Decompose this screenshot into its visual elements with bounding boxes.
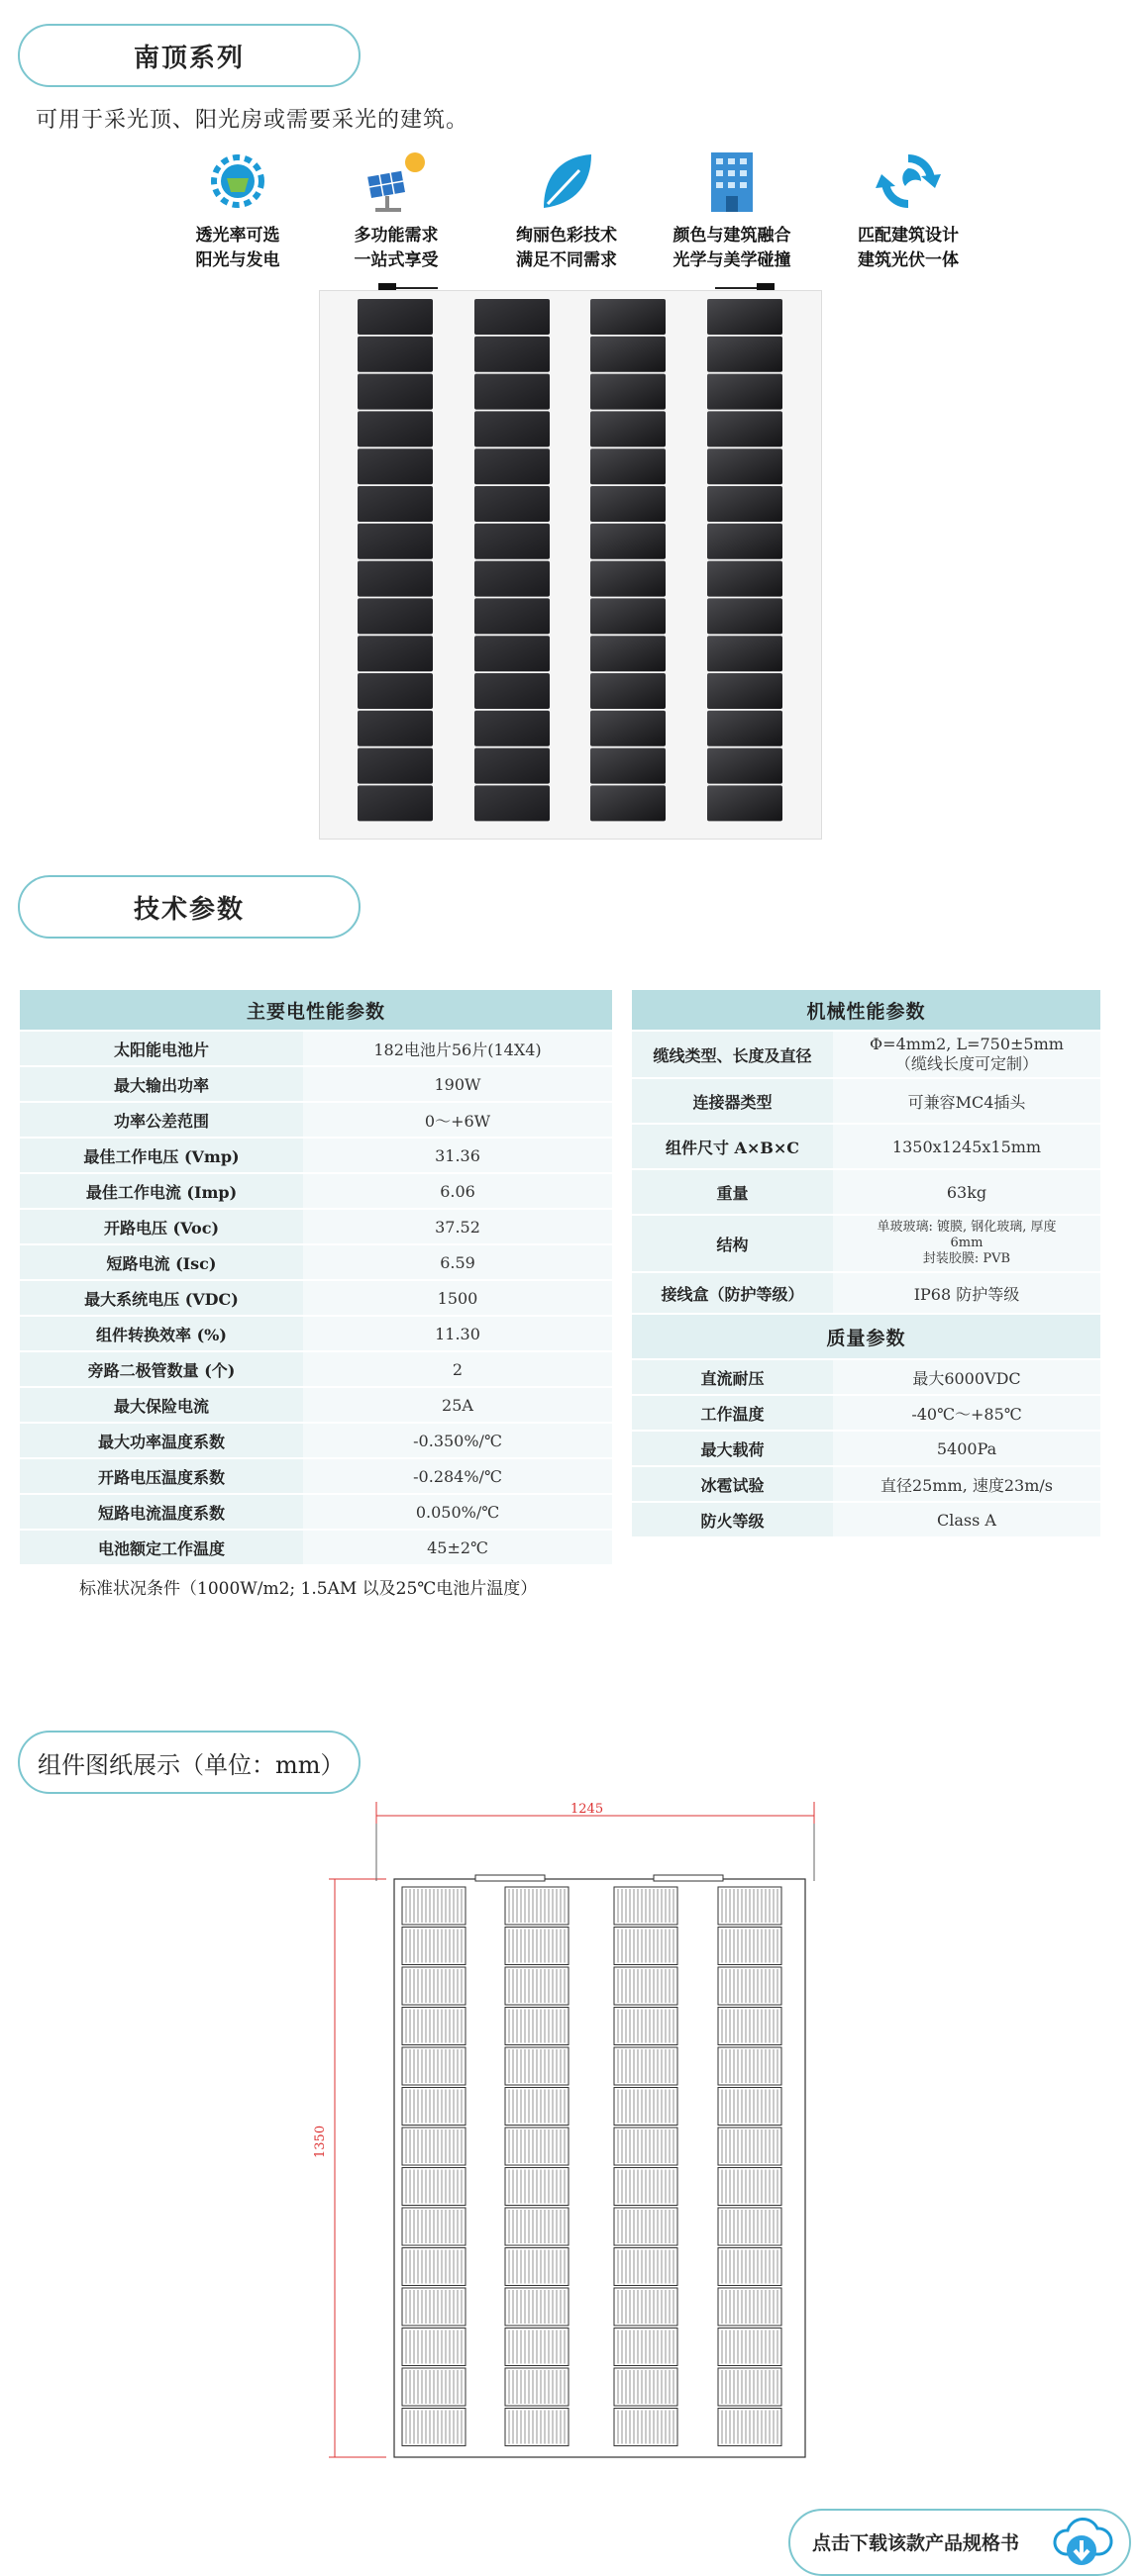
param-key: 开路电压温度系数 xyxy=(20,1458,303,1494)
structure-value: 6mm xyxy=(950,1236,984,1250)
solar-cell xyxy=(707,673,782,709)
cable-value: （缆线长度可定制） xyxy=(894,1054,1038,1073)
table-row xyxy=(20,1209,612,1244)
solar-cell xyxy=(590,299,666,335)
recycle-icon xyxy=(876,149,941,214)
structure-key: 结构 xyxy=(632,1215,833,1272)
solar-cell xyxy=(590,711,666,746)
table-row xyxy=(20,1423,612,1458)
mechanical-title: 机械性能参数 xyxy=(632,990,1100,1031)
table-row xyxy=(20,1102,612,1138)
param-value: 63kg xyxy=(833,1169,1100,1215)
mechanical-table xyxy=(632,990,1100,1538)
download-cloud-icon xyxy=(1050,2515,1113,2572)
solar-cell xyxy=(474,299,550,335)
table-row xyxy=(20,1387,612,1423)
solar-cell xyxy=(358,411,433,446)
cable-key: 缆线类型、长度及直径 xyxy=(632,1031,833,1078)
solar-cell xyxy=(358,561,433,597)
param-key: 工作温度 xyxy=(632,1395,833,1431)
solar-cell xyxy=(358,524,433,559)
param-key: 最大功率温度系数 xyxy=(20,1423,303,1458)
quality-title: 质量参数 xyxy=(632,1314,1100,1359)
param-value: 1500 xyxy=(303,1280,612,1316)
table-row xyxy=(20,1316,612,1351)
param-value: 11.30 xyxy=(303,1316,612,1351)
solar-cell xyxy=(474,486,550,522)
solar-cell xyxy=(358,748,433,784)
solar-cell xyxy=(707,374,782,410)
solar-cell xyxy=(590,561,666,597)
solar-panel-image xyxy=(319,290,822,840)
solar-cell xyxy=(474,711,550,746)
solar-cell xyxy=(707,411,782,446)
table-row xyxy=(20,1138,612,1173)
param-key: 直流耐压 xyxy=(632,1359,833,1395)
feature-item xyxy=(327,149,466,273)
drawing-height-label: 1350 xyxy=(313,2125,328,2158)
solar-cell xyxy=(474,337,550,372)
param-key: 防火等级 xyxy=(632,1502,833,1537)
feature-item xyxy=(497,149,636,273)
param-value: 1350x1245x15mm xyxy=(833,1124,1100,1169)
solar-cell xyxy=(590,486,666,522)
param-value: 可兼容MC4插头 xyxy=(833,1078,1100,1124)
param-value: 6.59 xyxy=(303,1244,612,1280)
solar-cell xyxy=(474,673,550,709)
param-key: 最大载荷 xyxy=(632,1431,833,1466)
solar-cell xyxy=(707,337,782,372)
section-title-drawing: 组件图纸展示（单位：mm） xyxy=(18,1731,361,1794)
structure-value: 单玻玻璃: 镀膜, 钢化玻璃, 厚度 xyxy=(877,1220,1057,1235)
param-value: 0～+6W xyxy=(303,1102,612,1138)
solar-cell xyxy=(707,785,782,821)
intro-text: 可用于采光顶、阳光房或需要采光的建筑。 xyxy=(36,108,469,133)
solar-cell xyxy=(707,299,782,335)
solar-array-icon xyxy=(362,149,431,214)
param-value: -40℃～+85℃ xyxy=(833,1395,1100,1431)
solar-cell xyxy=(474,598,550,634)
param-key: 连接器类型 xyxy=(632,1078,833,1124)
sun-basket-icon xyxy=(205,149,270,214)
param-key: 旁路二极管数量 (个) xyxy=(20,1351,303,1387)
param-key: 组件转换效率 (%) xyxy=(20,1316,303,1351)
param-key: 短路电流温度系数 xyxy=(20,1494,303,1530)
feature-line: 光学与美学碰撞 xyxy=(673,250,791,270)
param-key: 冰雹试验 xyxy=(632,1466,833,1502)
electrical-title: 主要电性能参数 xyxy=(20,990,612,1031)
solar-cell xyxy=(707,748,782,784)
solar-cell xyxy=(474,411,550,446)
param-key: 最佳工作电压 (Vmp) xyxy=(20,1138,303,1173)
table-row xyxy=(632,1431,1100,1466)
solar-cell xyxy=(590,636,666,671)
feature-line: 透光率可选 xyxy=(195,226,280,246)
param-value: -0.350%/℃ xyxy=(303,1423,612,1458)
param-key: 最大输出功率 xyxy=(20,1066,303,1102)
feature-line: 阳光与发电 xyxy=(195,250,280,270)
solar-cell xyxy=(358,636,433,671)
param-value: 最大6000VDC xyxy=(833,1359,1100,1395)
table-row xyxy=(632,1502,1100,1537)
structure-value: 封装胶膜: PVB xyxy=(922,1251,1011,1266)
solar-cell xyxy=(358,374,433,410)
param-key: 短路电流 (Isc) xyxy=(20,1244,303,1280)
solar-cell xyxy=(358,337,433,372)
solar-cell xyxy=(707,598,782,634)
solar-cell xyxy=(707,636,782,671)
solar-cell xyxy=(590,374,666,410)
solar-cell xyxy=(707,711,782,746)
junction-key: 接线盒（防护等级） xyxy=(632,1272,833,1314)
solar-cell xyxy=(474,374,550,410)
feature-item xyxy=(839,149,978,273)
section-title-series: 南顶系列 xyxy=(18,24,361,87)
drawing-width-label: 1245 xyxy=(570,1802,604,1817)
solar-cell xyxy=(590,411,666,446)
param-key: 太阳能电池片 xyxy=(20,1031,303,1066)
param-value: 182电池片56片(14X4) xyxy=(303,1031,612,1066)
section-title-specs: 技术参数 xyxy=(18,875,361,939)
solar-cell xyxy=(474,561,550,597)
table-row xyxy=(632,1359,1100,1395)
solar-cell xyxy=(474,785,550,821)
param-key: 最佳工作电流 (Imp) xyxy=(20,1173,303,1209)
solar-cell xyxy=(358,598,433,634)
solar-cell xyxy=(707,486,782,522)
feature-line: 满足不同需求 xyxy=(516,250,617,270)
solar-cell xyxy=(358,299,433,335)
param-key: 功率公差范围 xyxy=(20,1102,303,1138)
panel-drawing xyxy=(317,1802,832,2471)
standard-conditions-note: 标准状况条件（1000W/m2; 1.5AM 以及25℃电池片温度） xyxy=(79,1579,538,1599)
electrical-table xyxy=(20,990,612,1566)
solar-cell xyxy=(358,486,433,522)
table-row xyxy=(20,1494,612,1530)
table-row xyxy=(20,1351,612,1387)
solar-cell xyxy=(358,673,433,709)
solar-cell xyxy=(474,748,550,784)
download-spec-button[interactable]: 点击下载该款产品规格书 xyxy=(788,2509,1131,2576)
param-key: 开路电压 (Voc) xyxy=(20,1209,303,1244)
param-key: 最大系统电压 (VDC) xyxy=(20,1280,303,1316)
param-key: 最大保险电流 xyxy=(20,1387,303,1423)
table-row xyxy=(20,1530,612,1565)
param-key: 组件尺寸 A×B×C xyxy=(632,1124,833,1169)
solar-cell xyxy=(358,711,433,746)
solar-cell xyxy=(590,785,666,821)
param-value: 6.06 xyxy=(303,1173,612,1209)
feature-line: 建筑光伏一体 xyxy=(858,250,959,270)
cable-value: Φ=4mm2, L=750±5mm xyxy=(870,1035,1064,1053)
table-row xyxy=(20,1066,612,1102)
table-row xyxy=(20,1280,612,1316)
solar-cell xyxy=(358,785,433,821)
solar-cell xyxy=(590,524,666,559)
feature-line: 颜色与建筑融合 xyxy=(673,226,791,246)
solar-cell xyxy=(590,448,666,484)
param-value: -0.284%/℃ xyxy=(303,1458,612,1494)
solar-cell xyxy=(707,561,782,597)
table-row xyxy=(20,1173,612,1209)
solar-cell xyxy=(590,337,666,372)
solar-cell xyxy=(590,748,666,784)
table-row xyxy=(20,1031,612,1066)
param-value: 25A xyxy=(303,1387,612,1423)
feature-item xyxy=(168,149,307,273)
leaf-icon xyxy=(534,149,599,214)
solar-cell xyxy=(474,636,550,671)
junction-value: IP68 防护等级 xyxy=(833,1272,1100,1314)
param-value: 37.52 xyxy=(303,1209,612,1244)
solar-cell xyxy=(590,673,666,709)
table-row xyxy=(632,1395,1100,1431)
feature-line: 多功能需求 xyxy=(354,226,439,246)
param-value: 直径25mm, 速度23m/s xyxy=(833,1466,1100,1502)
feature-line: 一站式享受 xyxy=(354,250,439,270)
table-row xyxy=(632,1466,1100,1502)
param-key: 重量 xyxy=(632,1169,833,1215)
solar-cell xyxy=(358,448,433,484)
feature-line: 绚丽色彩技术 xyxy=(516,226,617,246)
table-row xyxy=(20,1244,612,1280)
param-value: Class A xyxy=(833,1502,1100,1537)
param-value: 190W xyxy=(303,1066,612,1102)
solar-cell xyxy=(474,524,550,559)
param-value: 45±2℃ xyxy=(303,1530,612,1565)
param-value: 0.050%/℃ xyxy=(303,1494,612,1530)
param-key: 电池额定工作温度 xyxy=(20,1530,303,1565)
param-value: 31.36 xyxy=(303,1138,612,1173)
param-value: 5400Pa xyxy=(833,1431,1100,1466)
feature-line: 匹配建筑设计 xyxy=(858,226,959,246)
solar-cell xyxy=(707,448,782,484)
solar-cell xyxy=(590,598,666,634)
solar-cell xyxy=(474,448,550,484)
solar-cell xyxy=(707,524,782,559)
feature-item xyxy=(663,149,801,273)
param-value: 2 xyxy=(303,1351,612,1387)
table-row xyxy=(20,1458,612,1494)
building-icon xyxy=(699,149,765,214)
